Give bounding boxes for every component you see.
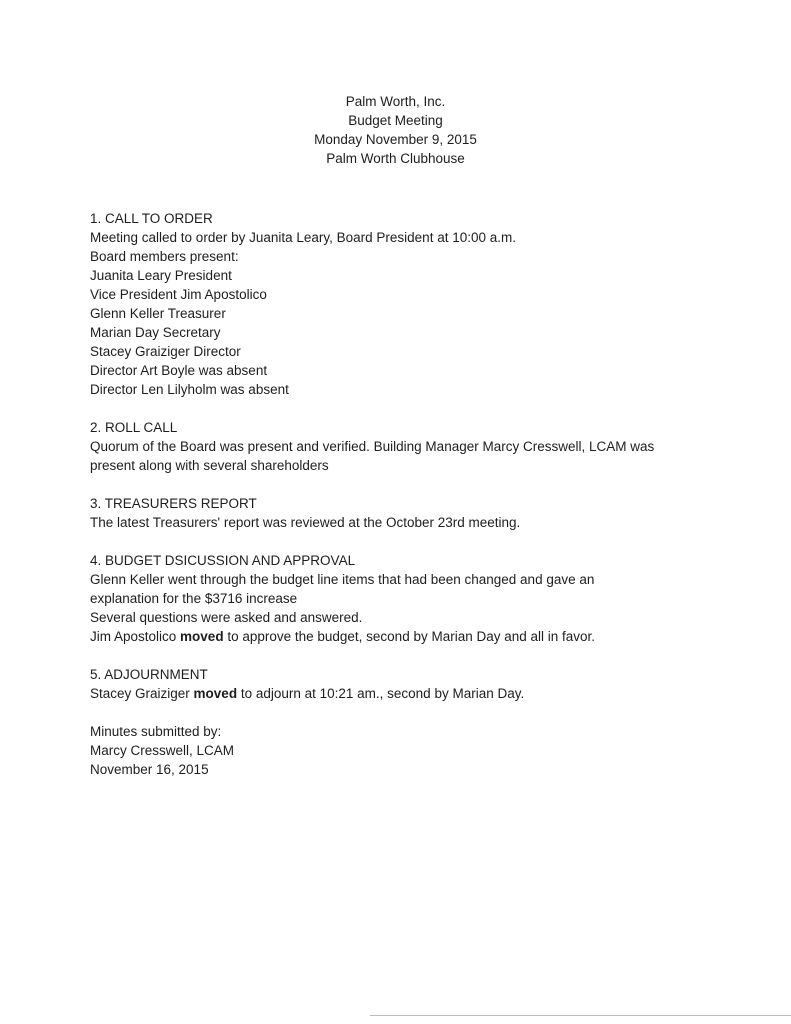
section-heading: 4. BUDGET DSICUSSION AND APPROVAL (90, 553, 356, 568)
section-call-to-order (90, 209, 730, 399)
motion-detail: to adjourn at 10:21 am., second by Marian Day. (237, 686, 525, 701)
member-absent-line: Director Art Boyle was absent (90, 363, 268, 378)
minutes-body (90, 209, 730, 798)
section-heading: 1. CALL TO ORDER (90, 211, 213, 226)
member-line: Glenn Keller Treasurer (90, 306, 226, 321)
meeting-title: Budget Meeting (348, 113, 443, 128)
member-line: Juanita Leary President (90, 268, 232, 283)
adjournment-motion (90, 684, 730, 703)
member-line: Marian Day Secretary (90, 325, 221, 340)
section-roll-call (90, 418, 730, 475)
treasurers-report-text: The latest Treasurers' report was reviewed at the October 23rd meeting. (90, 515, 521, 530)
section-adjournment (90, 665, 730, 703)
budget-motion (90, 627, 730, 646)
motion-mover: Jim Apostolico (90, 629, 181, 644)
page-edge-line (370, 1015, 791, 1016)
budget-discussion-text: explanation for the $3716 increase (90, 591, 298, 606)
member-line: Vice President Jim Apostolico (90, 287, 267, 302)
budget-discussion-text: Several questions were asked and answered. (90, 610, 363, 625)
meeting-location: Palm Worth Clubhouse (326, 151, 465, 166)
member-absent-line: Director Len Lilyholm was absent (90, 382, 289, 397)
motion-mover: Stacey Graiziger (90, 686, 194, 701)
submitter-name: Marcy Cresswell, LCAM (90, 743, 235, 758)
submission-date: November 16, 2015 (90, 762, 209, 777)
roll-call-text: present along with several shareholders (90, 458, 329, 473)
section-treasurers-report (90, 494, 730, 532)
member-line: Stacey Graiziger Director (90, 344, 241, 359)
submission-block (90, 722, 730, 779)
budget-discussion-text: Glenn Keller went through the budget line items that had been changed and gave an (90, 572, 595, 587)
submitted-by-label: Minutes submitted by: (90, 724, 222, 739)
members-present-label: Board members present: (90, 249, 239, 264)
document-header (0, 92, 791, 168)
company-name: Palm Worth, Inc. (345, 94, 446, 109)
roll-call-text: Quorum of the Board was present and verified. Building Manager Marcy Cresswell, LCAM was (90, 439, 655, 454)
motion-keyword: moved (180, 629, 224, 644)
meeting-date: Monday November 9, 2015 (314, 132, 477, 147)
section-heading: 2. ROLL CALL (90, 420, 178, 435)
motion-detail: to approve the budget, second by Marian Day and all in favor. (223, 629, 596, 644)
section-heading: 5. ADJOURNMENT (90, 667, 208, 682)
section-budget-discussion (90, 551, 730, 646)
call-to-order-text: Meeting called to order by Juanita Leary, Board President at 10:00 a.m. (90, 230, 516, 245)
motion-keyword: moved (193, 686, 238, 701)
section-heading: 3. TREASURERS REPORT (90, 496, 257, 511)
